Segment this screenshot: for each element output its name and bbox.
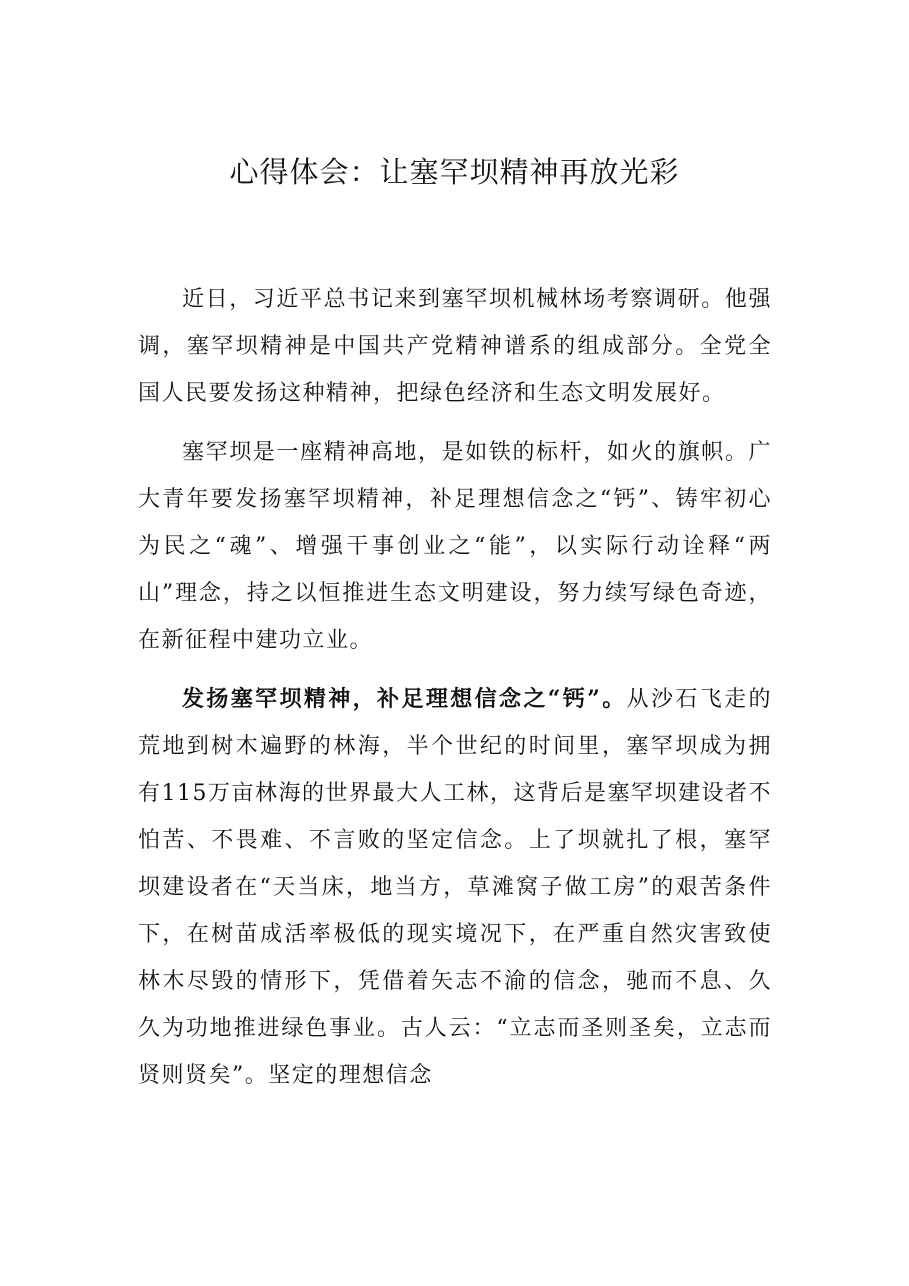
document-body [138,276,772,1111]
paragraph-text: 从沙石飞走的荒地到树木遍野的林海，半个世纪的时间里，塞罕坝成为拥有115万亩林海的世界最大人工林，这背后是塞罕坝建设者不怕苦、不畏难、不言败的坚定信念。上了坝就扎了根，塞罕坝建设者在“天当床，地当方，草滩窝子做工房”的艰苦条件下，在树苗成活率极低的现实境况下，在严重自然灾害致使林木尽毁的情形下，凭借着矢志不渝的信念，驰而不息、久久为功地推进绿色事业。古人云：“立志而圣则圣矣，立志而贤则贤矣”。坚定的理想信念 [138,687,772,1088]
paragraph-3 [138,676,772,1099]
paragraph-lead-bold: 发扬塞罕坝精神，补足理想信念之“钙”。 [182,686,627,712]
paragraph-text: 近日，习近平总书记来到塞罕坝机械林场考察调研。他强调，塞罕坝精神是中国共产党精神谱系的组成部分。全党全国人民要发扬这种精神，把绿色经济和生态文明发展好。 [138,287,772,406]
document-title: 心得体会：让塞罕坝精神再放光彩 [229,155,680,189]
paragraph-text: 塞罕坝是一座精神高地，是如铁的标杆，如火的旗帜。广大青年要发扬塞罕坝精神，补足理想信念之“钙”、铸牢初心为民之“魂”、增强干事创业之“能”，以实际行动诠释“两山”理念，持之以恒推进生态文明建设，努力续写绿色奇迹，在新征程中建功立业。 [138,440,772,653]
paragraph-1 [138,276,772,417]
paragraph-2 [138,429,772,664]
